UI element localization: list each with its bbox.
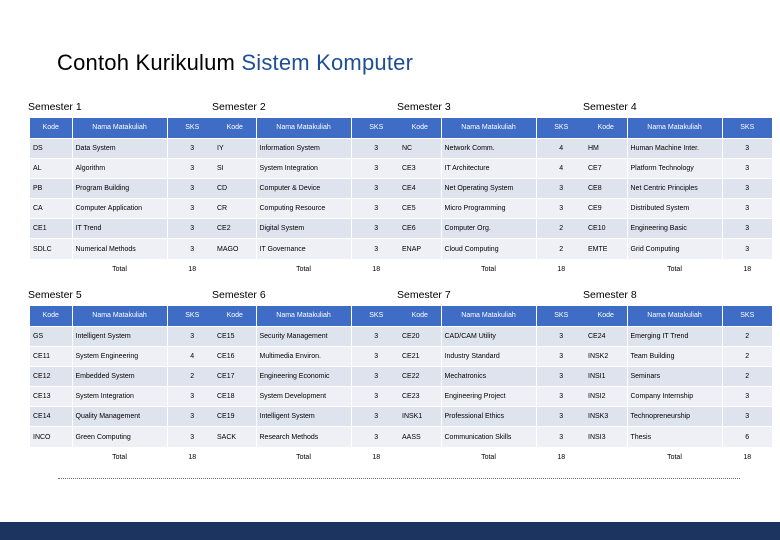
- course-name: Team Building: [627, 346, 722, 366]
- course-name: IT Architecture: [441, 158, 536, 178]
- course-credits: 3: [722, 199, 772, 219]
- nama-header: Nama Matakuliah: [256, 118, 351, 138]
- course-credits: 3: [167, 407, 217, 427]
- course-name: Algorithm: [72, 158, 167, 178]
- title-main: Contoh Kurikulum: [57, 50, 236, 75]
- course-code: ENAP: [399, 239, 441, 259]
- course-code: AL: [30, 158, 72, 178]
- course-name: Quality Management: [72, 407, 167, 427]
- course-code: EMTE: [585, 239, 627, 259]
- table-row: [214, 326, 401, 346]
- table-row: [585, 366, 772, 386]
- semester-block: [212, 101, 401, 279]
- table-row: [585, 158, 772, 178]
- total-label: Total: [441, 447, 536, 467]
- course-code: CE20: [399, 326, 441, 346]
- kode-header: Kode: [585, 118, 627, 138]
- total-empty-cell: [399, 447, 441, 467]
- course-code: INSI2: [585, 387, 627, 407]
- total-credits: 18: [167, 447, 217, 467]
- course-credits: 3: [722, 158, 772, 178]
- total-empty-cell: [214, 259, 256, 279]
- course-name: Digital System: [256, 219, 351, 239]
- course-credits: 3: [167, 219, 217, 239]
- semester-heading: Semester 5: [28, 289, 82, 301]
- course-name: IT Governance: [256, 239, 351, 259]
- course-credits: 3: [351, 366, 401, 386]
- course-code: HM: [585, 138, 627, 158]
- course-code: INCO: [30, 427, 72, 447]
- course-name: CAD/CAM Utility: [441, 326, 536, 346]
- course-name: Communication Skills: [441, 427, 536, 447]
- semester-block: [397, 289, 586, 467]
- total-credits: 18: [536, 447, 586, 467]
- course-credits: 3: [167, 138, 217, 158]
- course-credits: 3: [351, 427, 401, 447]
- table-row: [585, 178, 772, 198]
- total-empty-cell: [30, 447, 72, 467]
- course-code: CE7: [585, 158, 627, 178]
- semester-block: [28, 289, 217, 467]
- course-credits: 3: [351, 178, 401, 198]
- course-credits: 3: [536, 346, 586, 366]
- course-name: Mechatronics: [441, 366, 536, 386]
- table-row: [399, 199, 586, 219]
- course-name: Platform Technology: [627, 158, 722, 178]
- course-name: Net Operating System: [441, 178, 536, 198]
- course-credits: 3: [722, 138, 772, 158]
- sks-header: SKS: [722, 306, 772, 326]
- semester-table: [30, 306, 217, 467]
- total-label: Total: [441, 259, 536, 279]
- nama-header: Nama Matakuliah: [441, 306, 536, 326]
- course-credits: 3: [167, 239, 217, 259]
- course-credits: 4: [167, 346, 217, 366]
- total-row: [399, 259, 586, 279]
- total-row: [585, 259, 772, 279]
- course-code: CE8: [585, 178, 627, 198]
- semester-block: [583, 289, 772, 467]
- table-row: [585, 407, 772, 427]
- course-code: CE6: [399, 219, 441, 239]
- table-row: [399, 219, 586, 239]
- course-code: CE10: [585, 219, 627, 239]
- table-row: [214, 178, 401, 198]
- course-credits: 3: [536, 199, 586, 219]
- table-row: [30, 346, 217, 366]
- course-code: CE3: [399, 158, 441, 178]
- table-row: [399, 346, 586, 366]
- total-row: [214, 447, 401, 467]
- total-empty-cell: [585, 259, 627, 279]
- course-code: PB: [30, 178, 72, 198]
- semester-block: [212, 289, 401, 467]
- table-row: [399, 158, 586, 178]
- course-credits: 2: [722, 366, 772, 386]
- course-code: CE14: [30, 407, 72, 427]
- semester-table: [399, 118, 586, 279]
- nama-header: Nama Matakuliah: [72, 306, 167, 326]
- dotted-divider: [58, 478, 740, 479]
- semester-table: [585, 118, 772, 279]
- table-row: [399, 387, 586, 407]
- kode-header: Kode: [399, 118, 441, 138]
- table-header-row: [399, 306, 586, 326]
- total-row: [214, 259, 401, 279]
- course-credits: 3: [722, 219, 772, 239]
- course-code: CE2: [214, 219, 256, 239]
- table-row: [30, 239, 217, 259]
- table-row: [214, 239, 401, 259]
- course-name: Data System: [72, 138, 167, 158]
- course-credits: 3: [536, 366, 586, 386]
- course-name: Information System: [256, 138, 351, 158]
- sks-header: SKS: [536, 118, 586, 138]
- table-row: [214, 199, 401, 219]
- kode-header: Kode: [214, 118, 256, 138]
- course-code: CE13: [30, 387, 72, 407]
- course-code: CE9: [585, 199, 627, 219]
- course-credits: 3: [536, 178, 586, 198]
- course-code: IY: [214, 138, 256, 158]
- total-label: Total: [627, 259, 722, 279]
- total-label: Total: [72, 447, 167, 467]
- page-title: [57, 50, 413, 76]
- course-code: MAGO: [214, 239, 256, 259]
- course-credits: 4: [536, 138, 586, 158]
- course-code: CD: [214, 178, 256, 198]
- total-row: [399, 447, 586, 467]
- course-code: CE24: [585, 326, 627, 346]
- table-row: [30, 199, 217, 219]
- course-code: SDLC: [30, 239, 72, 259]
- course-name: Engineering Economic: [256, 366, 351, 386]
- table-row: [399, 407, 586, 427]
- course-name: Emerging IT Trend: [627, 326, 722, 346]
- course-code: CE5: [399, 199, 441, 219]
- course-name: Intelligent System: [72, 326, 167, 346]
- course-code: CE22: [399, 366, 441, 386]
- course-credits: 4: [536, 158, 586, 178]
- total-credits: 18: [536, 259, 586, 279]
- course-code: CE1: [30, 219, 72, 239]
- table-row: [585, 346, 772, 366]
- total-empty-cell: [30, 259, 72, 279]
- sks-header: SKS: [167, 118, 217, 138]
- table-header-row: [214, 306, 401, 326]
- course-name: Industry Standard: [441, 346, 536, 366]
- total-empty-cell: [399, 259, 441, 279]
- semester-block: [397, 101, 586, 279]
- course-name: Computer Application: [72, 199, 167, 219]
- course-credits: 6: [722, 427, 772, 447]
- table-header-row: [585, 118, 772, 138]
- table-row: [399, 138, 586, 158]
- course-name: System Integration: [72, 387, 167, 407]
- table-header-row: [30, 306, 217, 326]
- table-row: [214, 427, 401, 447]
- course-credits: 3: [351, 239, 401, 259]
- course-code: CE11: [30, 346, 72, 366]
- sks-header: SKS: [722, 118, 772, 138]
- course-name: IT Trend: [72, 219, 167, 239]
- kode-header: Kode: [30, 118, 72, 138]
- course-credits: 3: [536, 326, 586, 346]
- semester-table: [214, 118, 401, 279]
- course-credits: 2: [722, 346, 772, 366]
- course-credits: 2: [722, 326, 772, 346]
- total-label: Total: [72, 259, 167, 279]
- total-credits: 18: [351, 259, 401, 279]
- nama-header: Nama Matakuliah: [256, 306, 351, 326]
- course-code: NC: [399, 138, 441, 158]
- course-name: Research Methods: [256, 427, 351, 447]
- semester-heading: Semester 2: [212, 101, 266, 113]
- semester-table: [30, 118, 217, 279]
- total-label: Total: [256, 447, 351, 467]
- kode-header: Kode: [399, 306, 441, 326]
- total-row: [585, 447, 772, 467]
- course-credits: 3: [722, 178, 772, 198]
- semester-table: [214, 306, 401, 467]
- course-name: Embedded System: [72, 366, 167, 386]
- course-code: CE18: [214, 387, 256, 407]
- course-credits: 3: [167, 387, 217, 407]
- table-row: [30, 219, 217, 239]
- table-row: [585, 138, 772, 158]
- course-code: INSK3: [585, 407, 627, 427]
- semester-block: [583, 101, 772, 279]
- total-credits: 18: [722, 447, 772, 467]
- course-name: Intelligent System: [256, 407, 351, 427]
- table-row: [585, 199, 772, 219]
- nama-header: Nama Matakuliah: [72, 118, 167, 138]
- course-code: CE21: [399, 346, 441, 366]
- course-name: Distributed System: [627, 199, 722, 219]
- course-code: INSI3: [585, 427, 627, 447]
- course-code: INSK2: [585, 346, 627, 366]
- course-credits: 3: [167, 427, 217, 447]
- table-row: [214, 219, 401, 239]
- table-header-row: [585, 306, 772, 326]
- semester-heading: Semester 7: [397, 289, 451, 301]
- course-credits: 3: [536, 387, 586, 407]
- course-name: Security Management: [256, 326, 351, 346]
- sks-header: SKS: [351, 306, 401, 326]
- total-empty-cell: [214, 447, 256, 467]
- total-row: [30, 447, 217, 467]
- course-code: CE12: [30, 366, 72, 386]
- course-name: Thesis: [627, 427, 722, 447]
- course-name: Micro Programming: [441, 199, 536, 219]
- course-code: DS: [30, 138, 72, 158]
- table-row: [214, 138, 401, 158]
- course-code: CE16: [214, 346, 256, 366]
- course-name: Seminars: [627, 366, 722, 386]
- table-row: [30, 387, 217, 407]
- table-row: [214, 387, 401, 407]
- course-name: Engineering Project: [441, 387, 536, 407]
- course-code: CE23: [399, 387, 441, 407]
- table-row: [585, 387, 772, 407]
- course-name: Program Building: [72, 178, 167, 198]
- course-code: CE17: [214, 366, 256, 386]
- course-code: INSI1: [585, 366, 627, 386]
- total-credits: 18: [351, 447, 401, 467]
- course-code: CE4: [399, 178, 441, 198]
- table-row: [399, 366, 586, 386]
- total-empty-cell: [585, 447, 627, 467]
- table-header-row: [30, 118, 217, 138]
- course-name: Green Computing: [72, 427, 167, 447]
- table-row: [585, 326, 772, 346]
- table-row: [30, 326, 217, 346]
- nama-header: Nama Matakuliah: [627, 306, 722, 326]
- course-name: System Development: [256, 387, 351, 407]
- course-credits: 2: [167, 366, 217, 386]
- course-name: Cloud Computing: [441, 239, 536, 259]
- nama-header: Nama Matakuliah: [627, 118, 722, 138]
- table-row: [399, 239, 586, 259]
- course-name: Technopreneurship: [627, 407, 722, 427]
- footer-bar: [0, 522, 780, 540]
- table-row: [585, 427, 772, 447]
- total-label: Total: [256, 259, 351, 279]
- semester-heading: Semester 4: [583, 101, 637, 113]
- course-credits: 3: [167, 178, 217, 198]
- table-row: [399, 427, 586, 447]
- course-code: AASS: [399, 427, 441, 447]
- semester-heading: Semester 3: [397, 101, 451, 113]
- kode-header: Kode: [30, 306, 72, 326]
- course-name: Human Machine Inter.: [627, 138, 722, 158]
- course-code: SACK: [214, 427, 256, 447]
- course-code: CA: [30, 199, 72, 219]
- semester-table: [399, 306, 586, 467]
- course-name: System Integration: [256, 158, 351, 178]
- course-name: Computer & Device: [256, 178, 351, 198]
- course-name: Computing Resource: [256, 199, 351, 219]
- course-credits: 3: [536, 407, 586, 427]
- course-credits: 3: [351, 326, 401, 346]
- title-accent: Sistem Komputer: [241, 50, 414, 75]
- course-credits: 3: [351, 387, 401, 407]
- course-credits: 3: [351, 219, 401, 239]
- semester-block: [28, 101, 217, 279]
- semester-heading: Semester 8: [583, 289, 637, 301]
- course-credits: 3: [722, 407, 772, 427]
- course-credits: 3: [351, 158, 401, 178]
- table-row: [30, 407, 217, 427]
- table-row: [585, 239, 772, 259]
- nama-header: Nama Matakuliah: [441, 118, 536, 138]
- course-credits: 3: [536, 427, 586, 447]
- course-credits: 3: [722, 387, 772, 407]
- course-credits: 3: [167, 158, 217, 178]
- course-credits: 3: [167, 199, 217, 219]
- course-name: Multimedia Environ.: [256, 346, 351, 366]
- table-row: [214, 366, 401, 386]
- total-credits: 18: [722, 259, 772, 279]
- course-credits: 3: [351, 407, 401, 427]
- kode-header: Kode: [585, 306, 627, 326]
- table-row: [30, 138, 217, 158]
- table-row: [30, 158, 217, 178]
- table-header-row: [399, 118, 586, 138]
- table-row: [585, 219, 772, 239]
- course-code: GS: [30, 326, 72, 346]
- course-name: Numerical Methods: [72, 239, 167, 259]
- course-credits: 2: [536, 219, 586, 239]
- table-header-row: [214, 118, 401, 138]
- total-row: [30, 259, 217, 279]
- course-credits: 3: [167, 326, 217, 346]
- course-credits: 3: [351, 346, 401, 366]
- sks-header: SKS: [536, 306, 586, 326]
- course-name: Grid Computing: [627, 239, 722, 259]
- course-name: System Engineering: [72, 346, 167, 366]
- sks-header: SKS: [351, 118, 401, 138]
- table-row: [399, 326, 586, 346]
- course-name: Net Centric Principles: [627, 178, 722, 198]
- table-row: [214, 346, 401, 366]
- course-credits: 3: [722, 239, 772, 259]
- semester-table: [585, 306, 772, 467]
- semester-heading: Semester 6: [212, 289, 266, 301]
- course-name: Professional Ethics: [441, 407, 536, 427]
- sks-header: SKS: [167, 306, 217, 326]
- course-code: SI: [214, 158, 256, 178]
- course-code: CE15: [214, 326, 256, 346]
- table-row: [30, 366, 217, 386]
- course-name: Company Internship: [627, 387, 722, 407]
- table-row: [214, 158, 401, 178]
- course-name: Engineering Basic: [627, 219, 722, 239]
- course-credits: 3: [351, 138, 401, 158]
- course-credits: 2: [536, 239, 586, 259]
- semester-heading: Semester 1: [28, 101, 82, 113]
- course-code: CR: [214, 199, 256, 219]
- course-name: Computer Org.: [441, 219, 536, 239]
- kode-header: Kode: [214, 306, 256, 326]
- table-row: [30, 427, 217, 447]
- total-credits: 18: [167, 259, 217, 279]
- table-row: [214, 407, 401, 427]
- course-credits: 3: [351, 199, 401, 219]
- table-row: [30, 178, 217, 198]
- course-code: INSK1: [399, 407, 441, 427]
- total-label: Total: [627, 447, 722, 467]
- table-row: [399, 178, 586, 198]
- course-code: CE19: [214, 407, 256, 427]
- course-name: Network Comm.: [441, 138, 536, 158]
